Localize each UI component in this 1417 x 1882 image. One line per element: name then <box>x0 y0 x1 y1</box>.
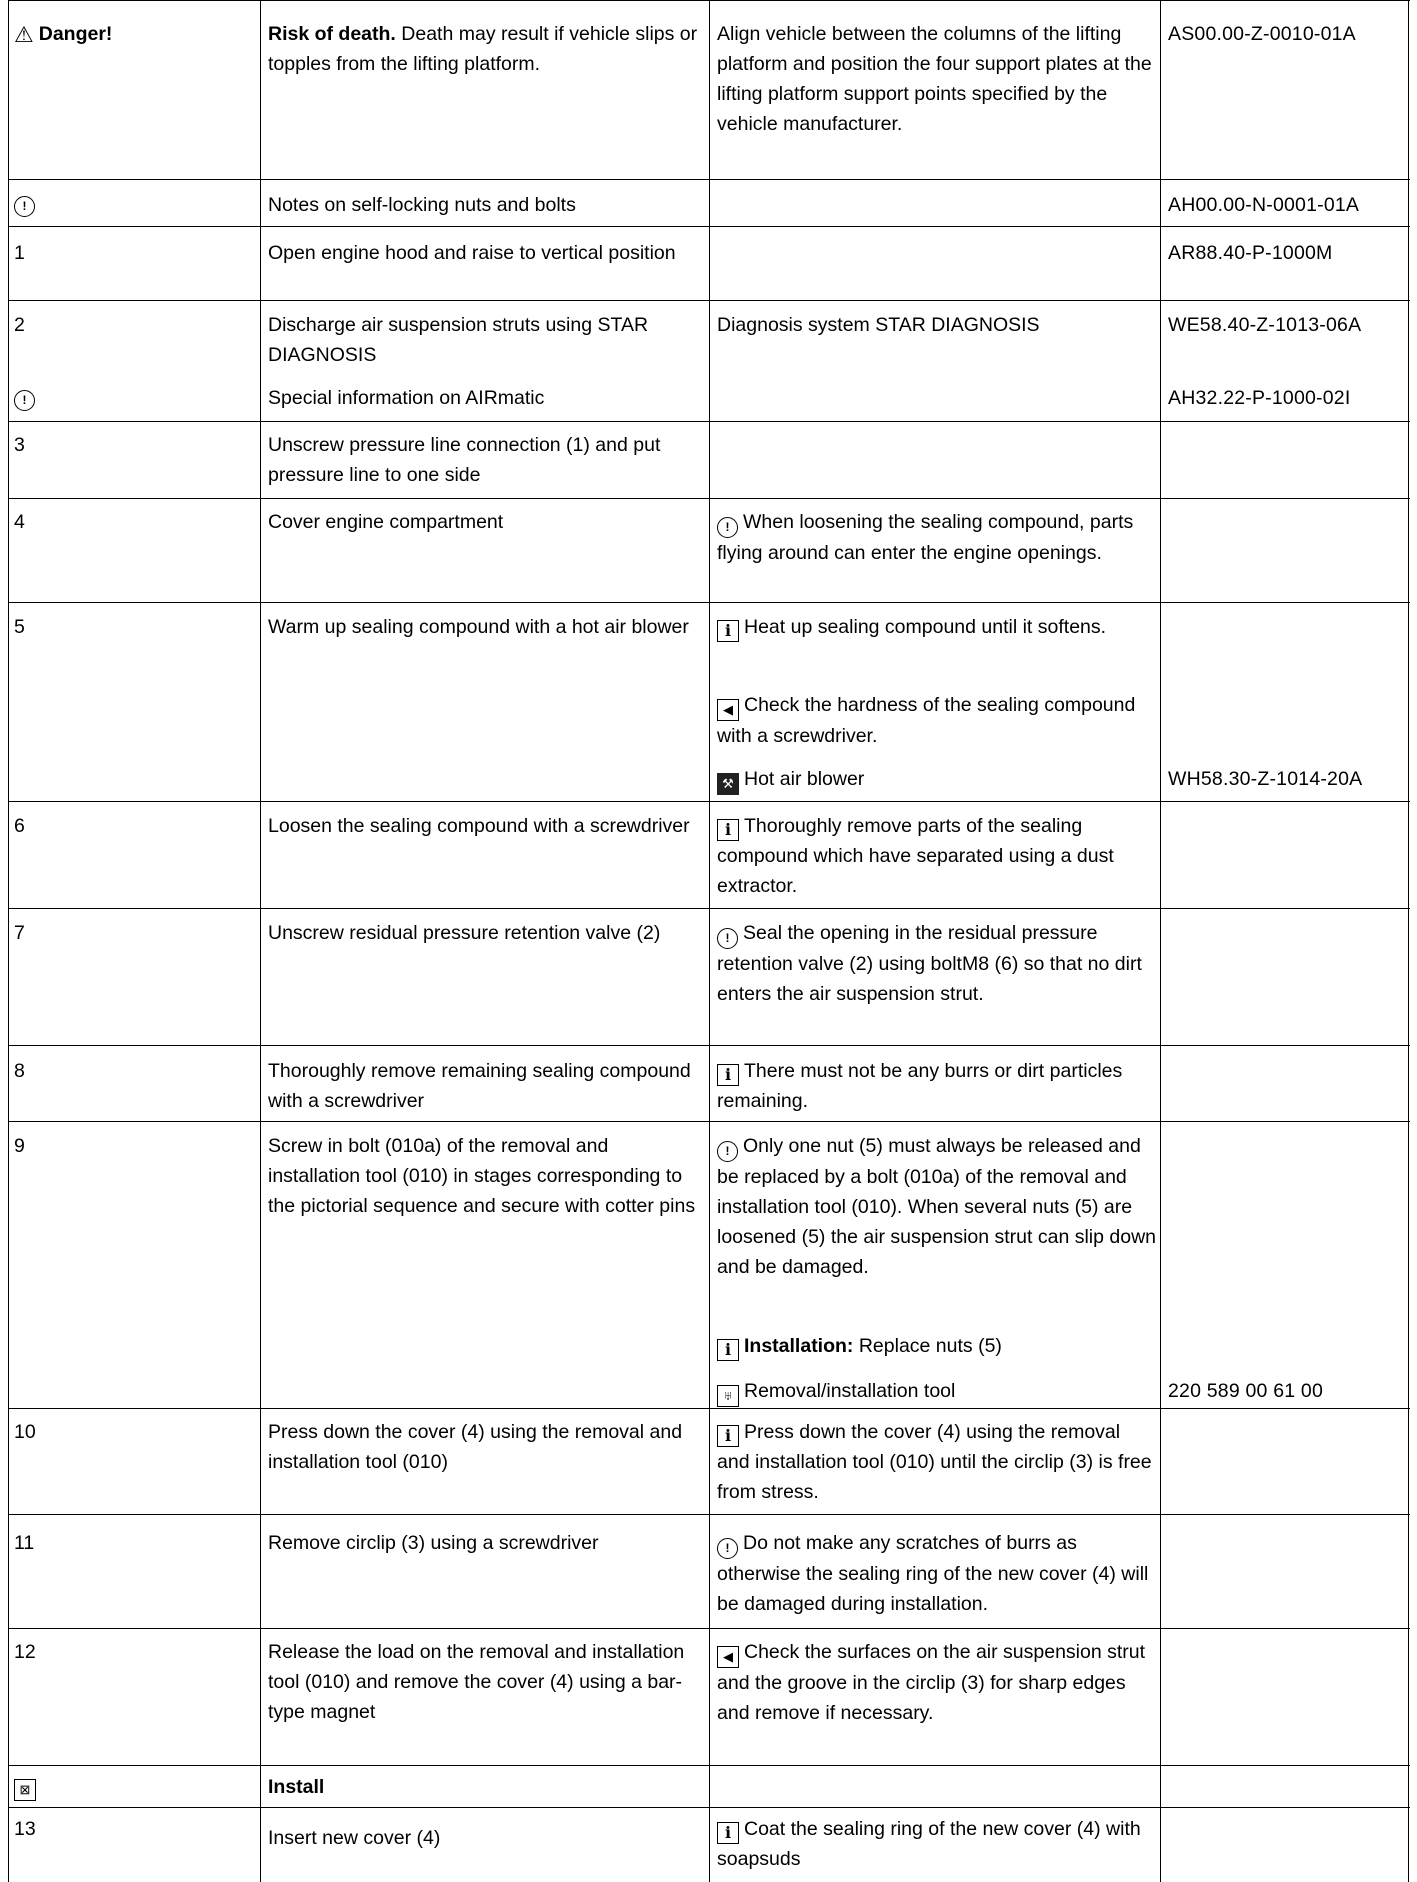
sub-action: Special information on AIRmatic <box>268 387 545 409</box>
step-action: Cover engine compartment <box>268 511 504 533</box>
danger-note-cell: Align vehicle between the columns of the lifting platform and position the four support plates at the lifting platform support points specified by the vehicle manufacturer. <box>717 23 1152 135</box>
step-ref: 220 589 00 61 00 <box>1168 1380 1324 1402</box>
step-note: i There must not be any burrs or dirt particles remaining. <box>717 1060 1123 1112</box>
sub-icon-cell <box>14 380 40 411</box>
step-number: 8 <box>14 1060 25 1082</box>
sub-ref: AH32.22-P-1000-02I <box>1168 387 1351 409</box>
step-note-2: i Installation: Replace nuts (5) <box>717 1331 1157 1361</box>
danger-step-cell: ⚠ Danger! <box>14 22 113 47</box>
info-icon: i <box>717 819 739 841</box>
step-ref: AR88.40-P-1000M <box>1168 242 1333 264</box>
step-number: 11 <box>14 1532 35 1554</box>
step-note-2: ◀ Check the hardness of the sealing compound with a screwdriver. <box>717 694 1136 747</box>
note-circle-icon: ! <box>717 928 738 949</box>
step-action: Press down the cover (4) using the removal and installation tool (010) <box>268 1421 683 1473</box>
step-note: i Thoroughly remove parts of the sealing compound which have separated using a dust extractor. <box>717 815 1114 897</box>
step-note: Diagnosis system STAR DIAGNOSIS <box>717 314 1040 336</box>
procedure-table <box>8 0 1410 1882</box>
info-icon: i <box>717 1339 739 1361</box>
step-action: Screw in bolt (010a) of the removal and installation tool (010) in stages corresponding to the pictorial sequence and secure with cotter pins <box>268 1135 696 1217</box>
step-ref: WH58.30-Z-1014-20A <box>1168 768 1363 790</box>
install-icon: ⊠ <box>14 1779 36 1801</box>
step-note-3: ♅ Removal/installation tool <box>717 1376 1157 1407</box>
note-circle-icon: ! <box>717 1538 738 1559</box>
step-number: 5 <box>14 616 25 638</box>
step-note: ! Seal the opening in the residual pressure retention valve (2) using boltM8 (6) so that no dirt enters the air suspension strut. <box>717 922 1142 1005</box>
step-number: 10 <box>14 1421 36 1443</box>
step-action: Thoroughly remove remaining sealing compound with a screwdriver <box>268 1060 691 1112</box>
step-action: Unscrew pressure line connection (1) and put pressure line to one side <box>268 434 661 486</box>
self-locking-ref: AH00.00-N-0001-01A <box>1168 194 1360 216</box>
self-locking-action: Notes on self-locking nuts and bolts <box>268 194 576 216</box>
danger-ref-cell: AS00.00-Z-0010-01A <box>1168 23 1356 45</box>
step-note: ! Only one nut (5) must always be released and be replaced by a bolt (010a) of the removal and installation tool (010). When several nuts (5) are loosened (5) the air suspension strut can slip down and be damaged. <box>717 1135 1156 1278</box>
step-action: Unscrew residual pressure retention valve (2) <box>268 922 661 944</box>
note-circle-icon: ! <box>717 1141 738 1162</box>
column-divider <box>1408 0 1409 1882</box>
tool-icon: ⚒ <box>717 773 739 795</box>
step-action: Insert new cover (4) <box>268 1827 441 1849</box>
self-locking-icon-cell <box>14 186 40 217</box>
step-note: i Press down the cover (4) using the removal and installation tool (010) until the circlip (3) is free from stress. <box>717 1421 1152 1503</box>
step-action: Open engine hood and raise to vertical position <box>268 242 676 264</box>
step-number: 12 <box>14 1641 36 1663</box>
step-note: ◀ Check the surfaces on the air suspension strut and the groove in the circlip (3) for sharp edges and remove if necessary. <box>717 1641 1146 1724</box>
note-circle-icon: ! <box>14 390 35 411</box>
step-number: 7 <box>14 922 25 944</box>
column-divider <box>709 0 710 1882</box>
info-icon: i <box>717 1064 739 1086</box>
step-action: Discharge air suspension struts using STAR DIAGNOSIS <box>268 314 649 366</box>
step-number: 3 <box>14 434 25 456</box>
check-icon: ◀ <box>717 699 739 721</box>
step-action: Release the load on the removal and installation tool (010) and remove the cover (4) using a bar-type magnet <box>268 1641 685 1723</box>
step-number: 2 <box>14 314 25 336</box>
step-action: Loosen the sealing compound with a screwdriver <box>268 815 690 837</box>
step-action: Remove circlip (3) using a screwdriver <box>268 1532 599 1554</box>
step-number: 4 <box>14 511 25 533</box>
warning-triangle-icon: ⚠ <box>14 22 34 47</box>
step-note: ! When loosening the sealing compound, parts flying around can enter the engine openings. <box>717 511 1134 564</box>
special-tool-icon: ♅ <box>717 1385 739 1407</box>
info-icon: i <box>717 1425 739 1447</box>
note-circle-icon: ! <box>717 517 738 538</box>
step-note-3: ⚒ Hot air blower <box>717 764 1157 795</box>
step-action: Warm up sealing compound with a hot air blower <box>268 616 689 638</box>
column-divider <box>1160 0 1161 1882</box>
info-icon: i <box>717 1822 739 1844</box>
install-icon-cell <box>14 1770 41 1801</box>
info-icon: i <box>717 620 739 642</box>
step-note: ! Do not make any scratches of burrs as otherwise the sealing ring of the new cover (4) will be damaged during installation. <box>717 1532 1149 1615</box>
step-number: 9 <box>14 1135 25 1157</box>
check-icon: ◀ <box>717 1646 739 1668</box>
step-note: i Heat up sealing compound until it softens. <box>717 612 1157 642</box>
step-number: 6 <box>14 815 25 837</box>
step-number: 13 <box>14 1818 36 1840</box>
install-heading: Install <box>268 1776 325 1798</box>
column-divider <box>8 0 9 1882</box>
note-circle-icon: ! <box>14 196 35 217</box>
danger-action-cell: Risk of death. Death may result if vehicle slips or topples from the lifting platform. <box>268 23 698 75</box>
column-divider <box>260 0 261 1882</box>
step-note: i Coat the sealing ring of the new cover (4) with soapsuds <box>717 1818 1141 1870</box>
step-ref: WE58.40-Z-1013-06A <box>1168 314 1362 336</box>
step-number: 1 <box>14 242 25 264</box>
